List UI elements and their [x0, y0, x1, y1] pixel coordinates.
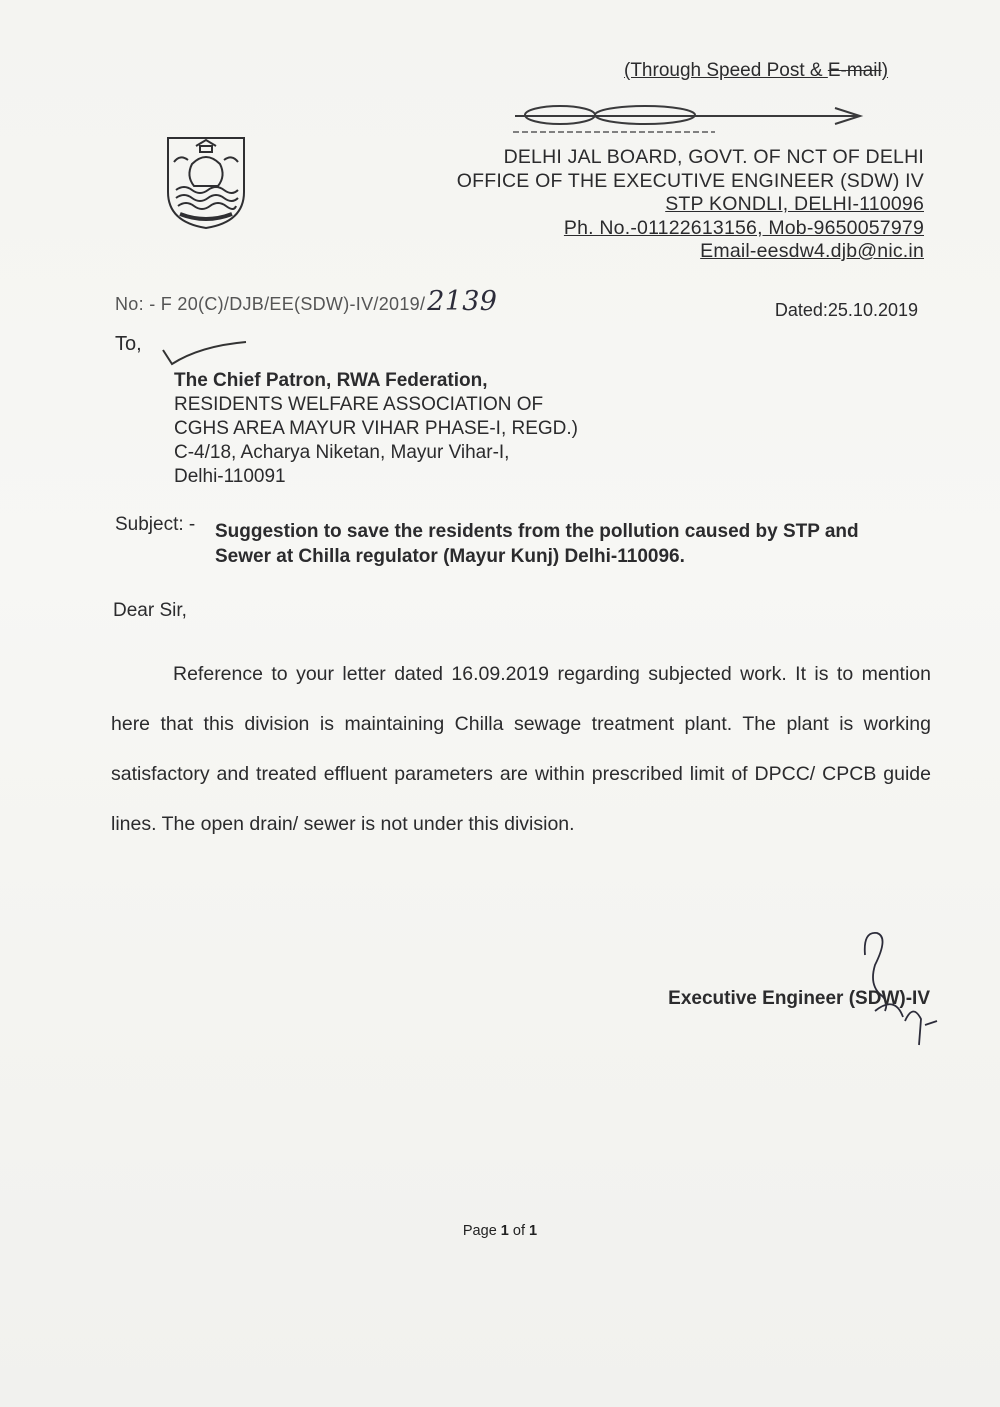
addressee-line-5: Delhi-110091 — [174, 466, 286, 487]
subject-text: Suggestion to save the residents from the pollution caused by STP and Sewer at Chilla regulator (Mayur Kunj) Delhi-110096. — [215, 521, 859, 567]
org-line-2: OFFICE OF THE EXECUTIVE ENGINEER (SDW) IV — [456, 169, 924, 192]
addressee-line-4: C-4/18, Acharya Niketan, Mayur Vihar-I, — [174, 442, 510, 463]
reference-handwritten: 2139 — [427, 286, 498, 317]
salutation: Dear Sir, — [113, 600, 187, 621]
designation: Executive Engineer (SDW)-IV — [668, 988, 930, 1009]
addressee-line-1: The Chief Patron, RWA Federation, — [174, 370, 488, 391]
letter-date: Dated:25.10.2019 — [774, 300, 918, 320]
org-email: Email-eesdw4.djb@nic.in — [700, 240, 924, 262]
dispatch-suffix: ) — [881, 60, 889, 81]
to-label: To, — [115, 333, 142, 355]
letter-body: Reference to your letter dated 16.09.2019 regarding subjected work. It is to mention here that this division is maintaining Chilla sewage treatment plant. The plant is working satisfactory and treated effluent parameters are within prescribed limit of DPCC/ CPCB guide lines. The open drain/ sewer is not under this division. — [111, 663, 931, 835]
tick-mark-icon — [160, 340, 250, 372]
dispatch-prefix: (Through Speed Post & — [624, 60, 828, 81]
hindi-letterhead-icon — [505, 98, 870, 140]
org-line-4: Ph. No.-01122613156, Mob-9650057979 — [563, 216, 924, 239]
reference-number — [115, 286, 497, 317]
dispatch-note — [624, 60, 888, 82]
org-line-3: STP KONDLI, DELHI-110096 — [665, 193, 924, 215]
org-line-1: DELHI JAL BOARD, GOVT. OF NCT OF DELHI — [503, 146, 924, 168]
subject-label: Subject: - — [115, 514, 196, 535]
organization-block — [457, 146, 924, 264]
addressee-block — [174, 369, 578, 489]
page-number: Page 1 of 1 — [462, 1223, 538, 1239]
reference-printed: No: - F 20(C)/DJB/EE(SDW)-IV/2019/ — [115, 294, 426, 314]
addressee-line-3: CGHS AREA MAYUR VIHAR PHASE-I, REGD.) — [174, 418, 579, 439]
addressee-line-2: RESIDENTS WELFARE ASSOCIATION OF — [174, 394, 544, 415]
delhi-jal-board-emblem-icon — [160, 132, 252, 230]
dispatch-struck: E-mail — [827, 60, 882, 81]
